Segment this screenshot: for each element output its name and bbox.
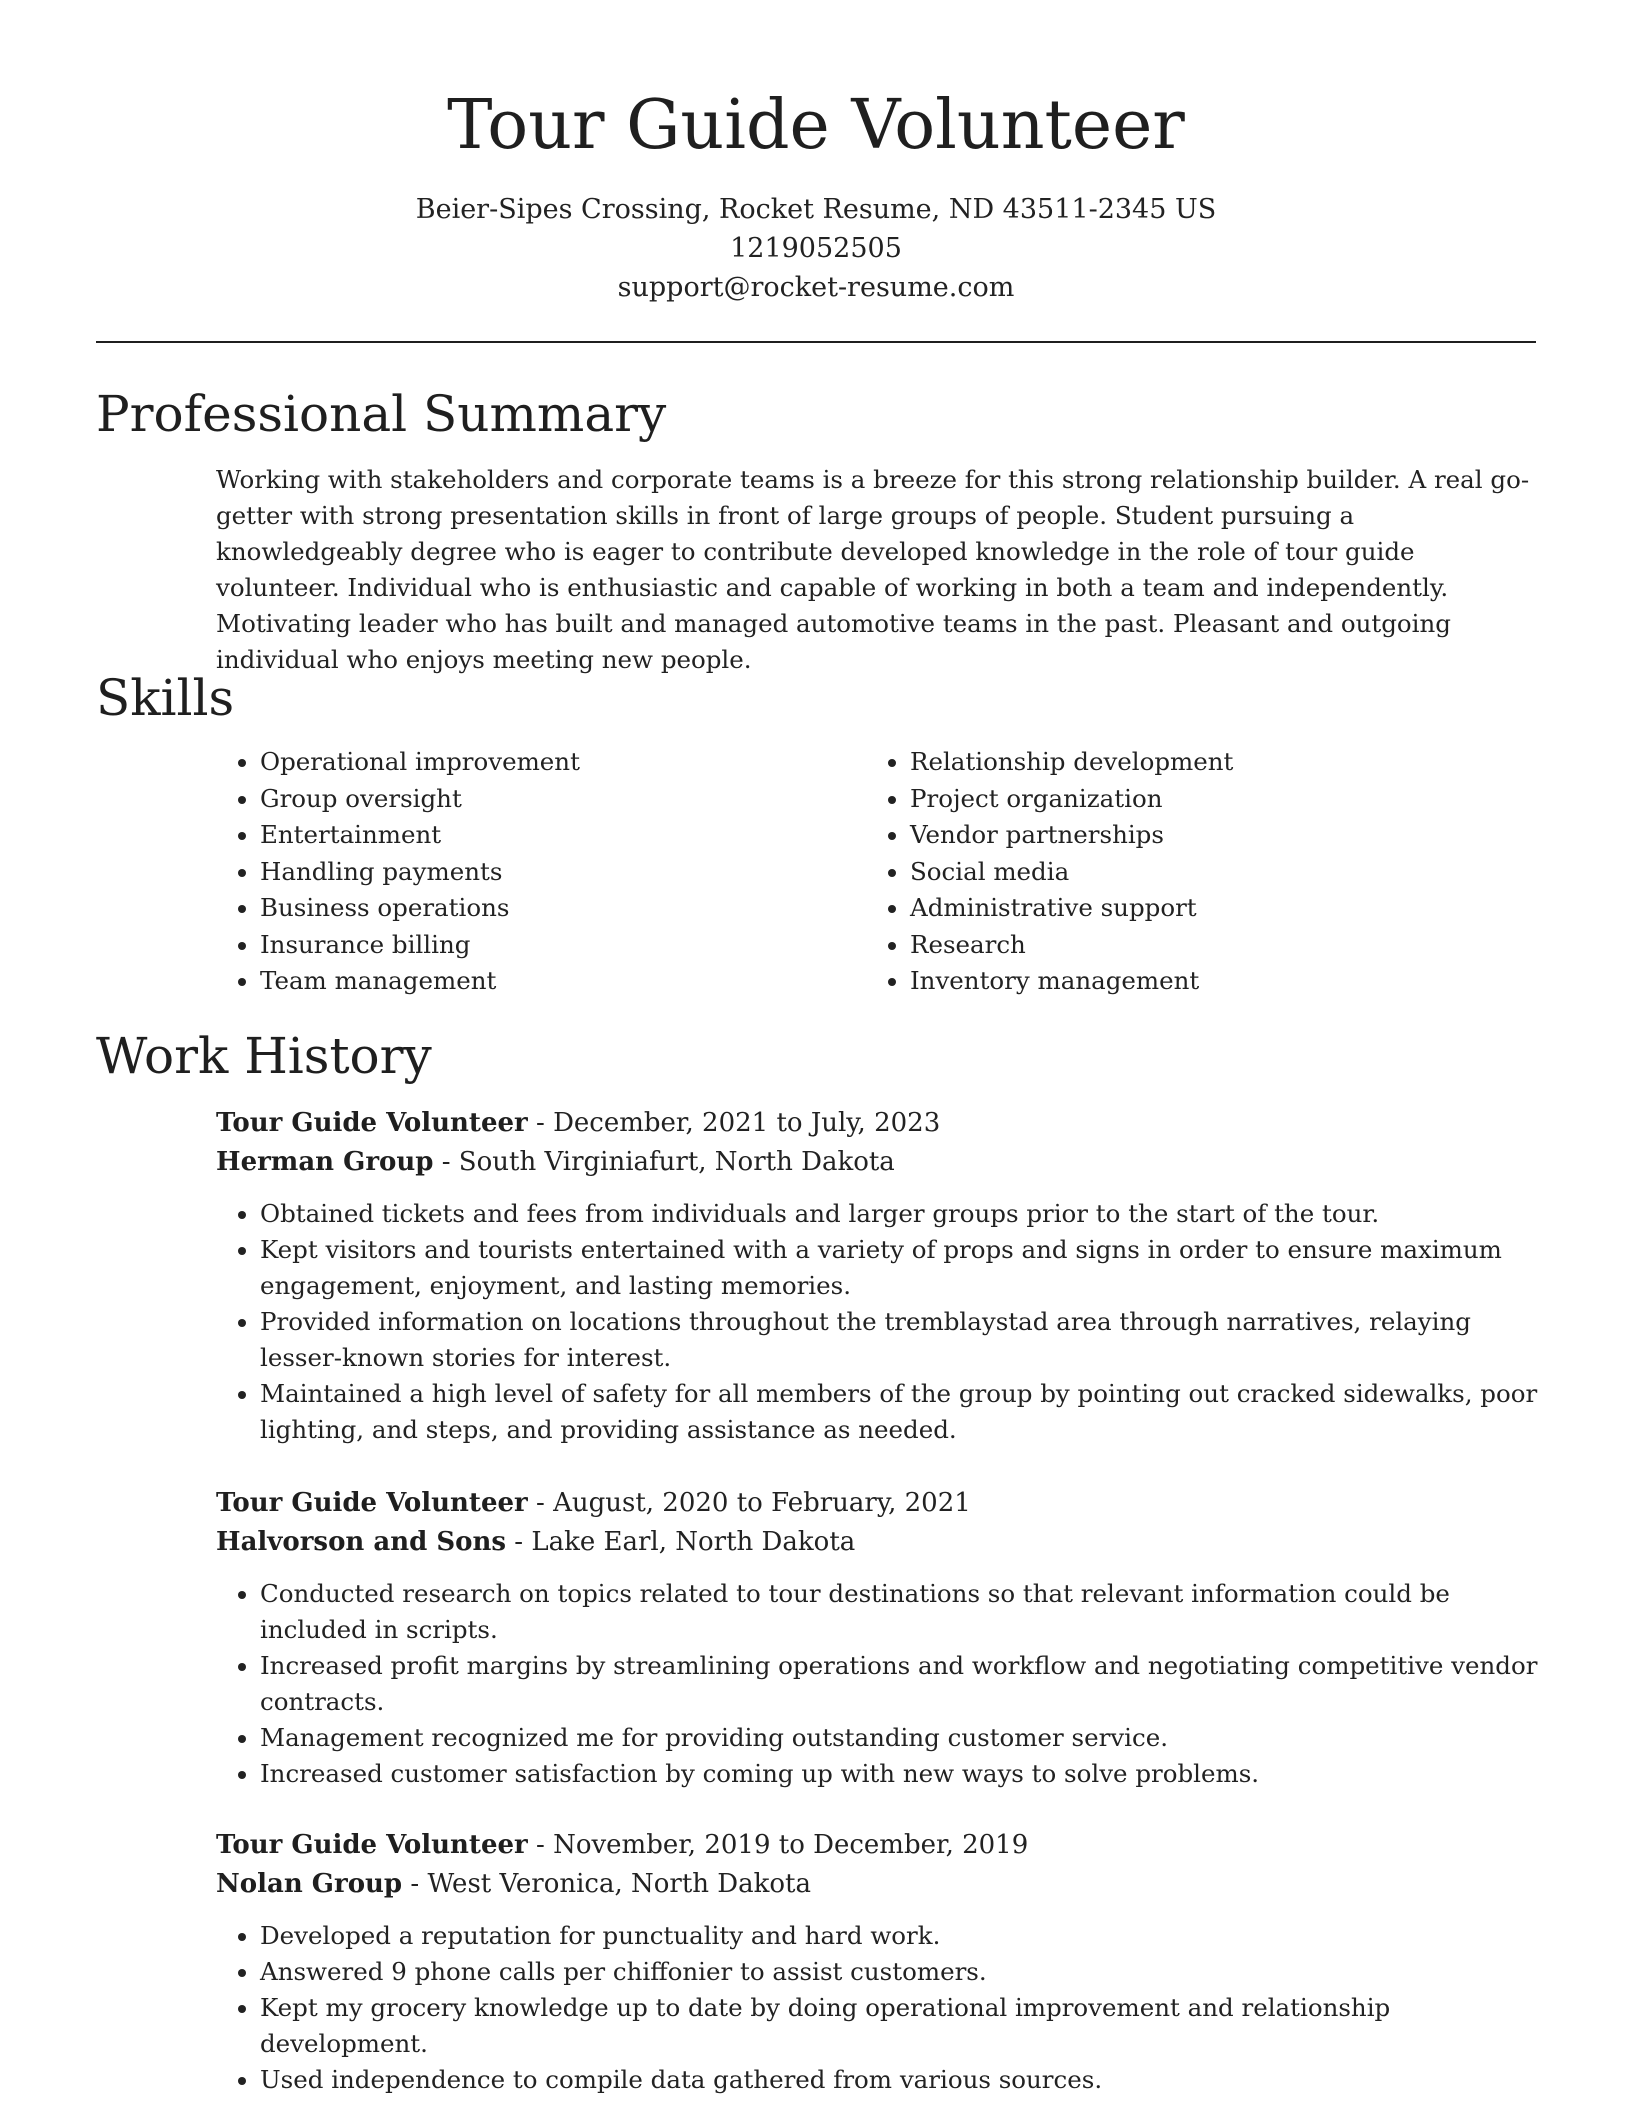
- job-separator: -: [441, 1147, 459, 1177]
- skill-item: • Relationship development: [910, 744, 1233, 781]
- skill-item: • Vendor partnerships: [910, 817, 1233, 854]
- job-title-line: [216, 1826, 1541, 1865]
- job-role: Tour Guide Volunteer: [216, 1108, 528, 1138]
- job-location: West Veronica, North Dakota: [427, 1869, 812, 1899]
- contact-block: [0, 190, 1632, 307]
- job-separator: -: [536, 1488, 554, 1518]
- job-bullet: • Management recognized me for providing outstanding customer service.: [260, 1720, 1541, 1756]
- job-company-line: [216, 1523, 1541, 1562]
- job-bullets: [216, 1918, 1541, 2098]
- contact-address: Beier-Sipes Crossing, Rocket Resume, ND 43511-2345 US: [415, 194, 1217, 225]
- work-history-heading: Work History: [96, 1027, 432, 1085]
- job-role: Tour Guide Volunteer: [216, 1488, 528, 1518]
- job-separator: -: [536, 1830, 554, 1860]
- job-role: Tour Guide Volunteer: [216, 1830, 528, 1860]
- skill-item: • Project organization: [910, 781, 1233, 818]
- job-bullets: [216, 1576, 1541, 1792]
- skill-item: • Operational improvement: [260, 744, 580, 781]
- job-location: Lake Earl, North Dakota: [531, 1527, 856, 1557]
- skill-item: • Social media: [910, 854, 1233, 891]
- job-bullet: • Provided information on locations throughout the tremblaystad area through narratives, relaying lesser-known stories for interest.: [260, 1304, 1541, 1376]
- job-bullet: • Kept my grocery knowledge up to date by doing operational improvement and relationship development.: [260, 1990, 1541, 2062]
- skill-item: • Handling payments: [260, 854, 580, 891]
- job-title-line: [216, 1484, 1541, 1523]
- resume-name: Tour Guide Volunteer: [447, 86, 1185, 165]
- skills-heading: Skills: [96, 669, 235, 727]
- job-separator: -: [536, 1108, 554, 1138]
- skill-item: • Inventory management: [910, 963, 1233, 1000]
- job-company: Halvorson and Sons: [216, 1527, 507, 1557]
- job-location: South Virginiafurt, North Dakota: [458, 1147, 895, 1177]
- job-bullets: [216, 1196, 1541, 1448]
- job-dates: November, 2019 to December, 2019: [553, 1830, 1029, 1860]
- job-bullet: • Used independence to compile data gathered from various sources.: [260, 2062, 1541, 2098]
- job-entry: [216, 1104, 1541, 1448]
- job-entry: [216, 1484, 1541, 1792]
- job-dates: December, 2021 to July, 2023: [553, 1108, 941, 1138]
- contact-email: support@rocket-resume.com: [617, 272, 1015, 303]
- job-dates: August, 2020 to February, 2021: [553, 1488, 971, 1518]
- job-company: Nolan Group: [216, 1869, 403, 1899]
- job-separator: -: [410, 1869, 428, 1899]
- job-bullet: • Developed a reputation for punctuality and hard work.: [260, 1918, 1541, 1954]
- contact-phone: 1219052505: [730, 233, 902, 264]
- skill-item: • Administrative support: [910, 890, 1233, 927]
- skill-item: • Group oversight: [260, 781, 580, 818]
- skill-item: • Entertainment: [260, 817, 580, 854]
- skill-item: • Insurance billing: [260, 927, 580, 964]
- skill-item: • Research: [910, 927, 1233, 964]
- job-separator: -: [514, 1527, 532, 1557]
- summary-text: Working with stakeholders and corporate teams is a breeze for this strong relationship builder. A real go-getter with strong presentation skills in front of large groups of people. Student pursuing a knowledgeably degree who is eager to contribute developed knowledge in the role of tour guide volunteer. Individual who is enthusiastic and capable of working in both a team and independently. Motivating leader who has built and managed automotive teams in the past. Pleasant and outgoing individual who enjoys meeting new people.: [216, 465, 1530, 674]
- skills-list-right: [866, 744, 1233, 1000]
- job-company: Herman Group: [216, 1147, 434, 1177]
- job-company-line: [216, 1865, 1541, 1904]
- job-bullet: • Obtained tickets and fees from individuals and larger groups prior to the start of the tour.: [260, 1196, 1541, 1232]
- summary-heading: Professional Summary: [96, 385, 667, 443]
- skills-list-left: [216, 744, 580, 1000]
- job-bullet: • Increased customer satisfaction by coming up with new ways to solve problems.: [260, 1756, 1541, 1792]
- skill-item: • Team management: [260, 963, 580, 1000]
- job-bullet: • Kept visitors and tourists entertained with a variety of props and signs in order to ensure maximum engagement, enjoyment, and lasting memories.: [260, 1232, 1541, 1304]
- job-bullet: • Maintained a high level of safety for all members of the group by pointing out cracked sidewalks, poor lighting, and steps, and providing assistance as needed.: [260, 1376, 1541, 1448]
- header-divider: [96, 341, 1536, 343]
- job-entry: [216, 1826, 1541, 2098]
- job-bullet: • Increased profit margins by streamlining operations and workflow and negotiating competitive vendor contracts.: [260, 1648, 1541, 1720]
- job-bullet: • Conducted research on topics related to tour destinations so that relevant information could be included in scripts.: [260, 1576, 1541, 1648]
- skill-item: • Business operations: [260, 890, 580, 927]
- job-company-line: [216, 1143, 1541, 1182]
- job-bullet: • Answered 9 phone calls per chiffonier to assist customers.: [260, 1954, 1541, 1990]
- job-title-line: [216, 1104, 1541, 1143]
